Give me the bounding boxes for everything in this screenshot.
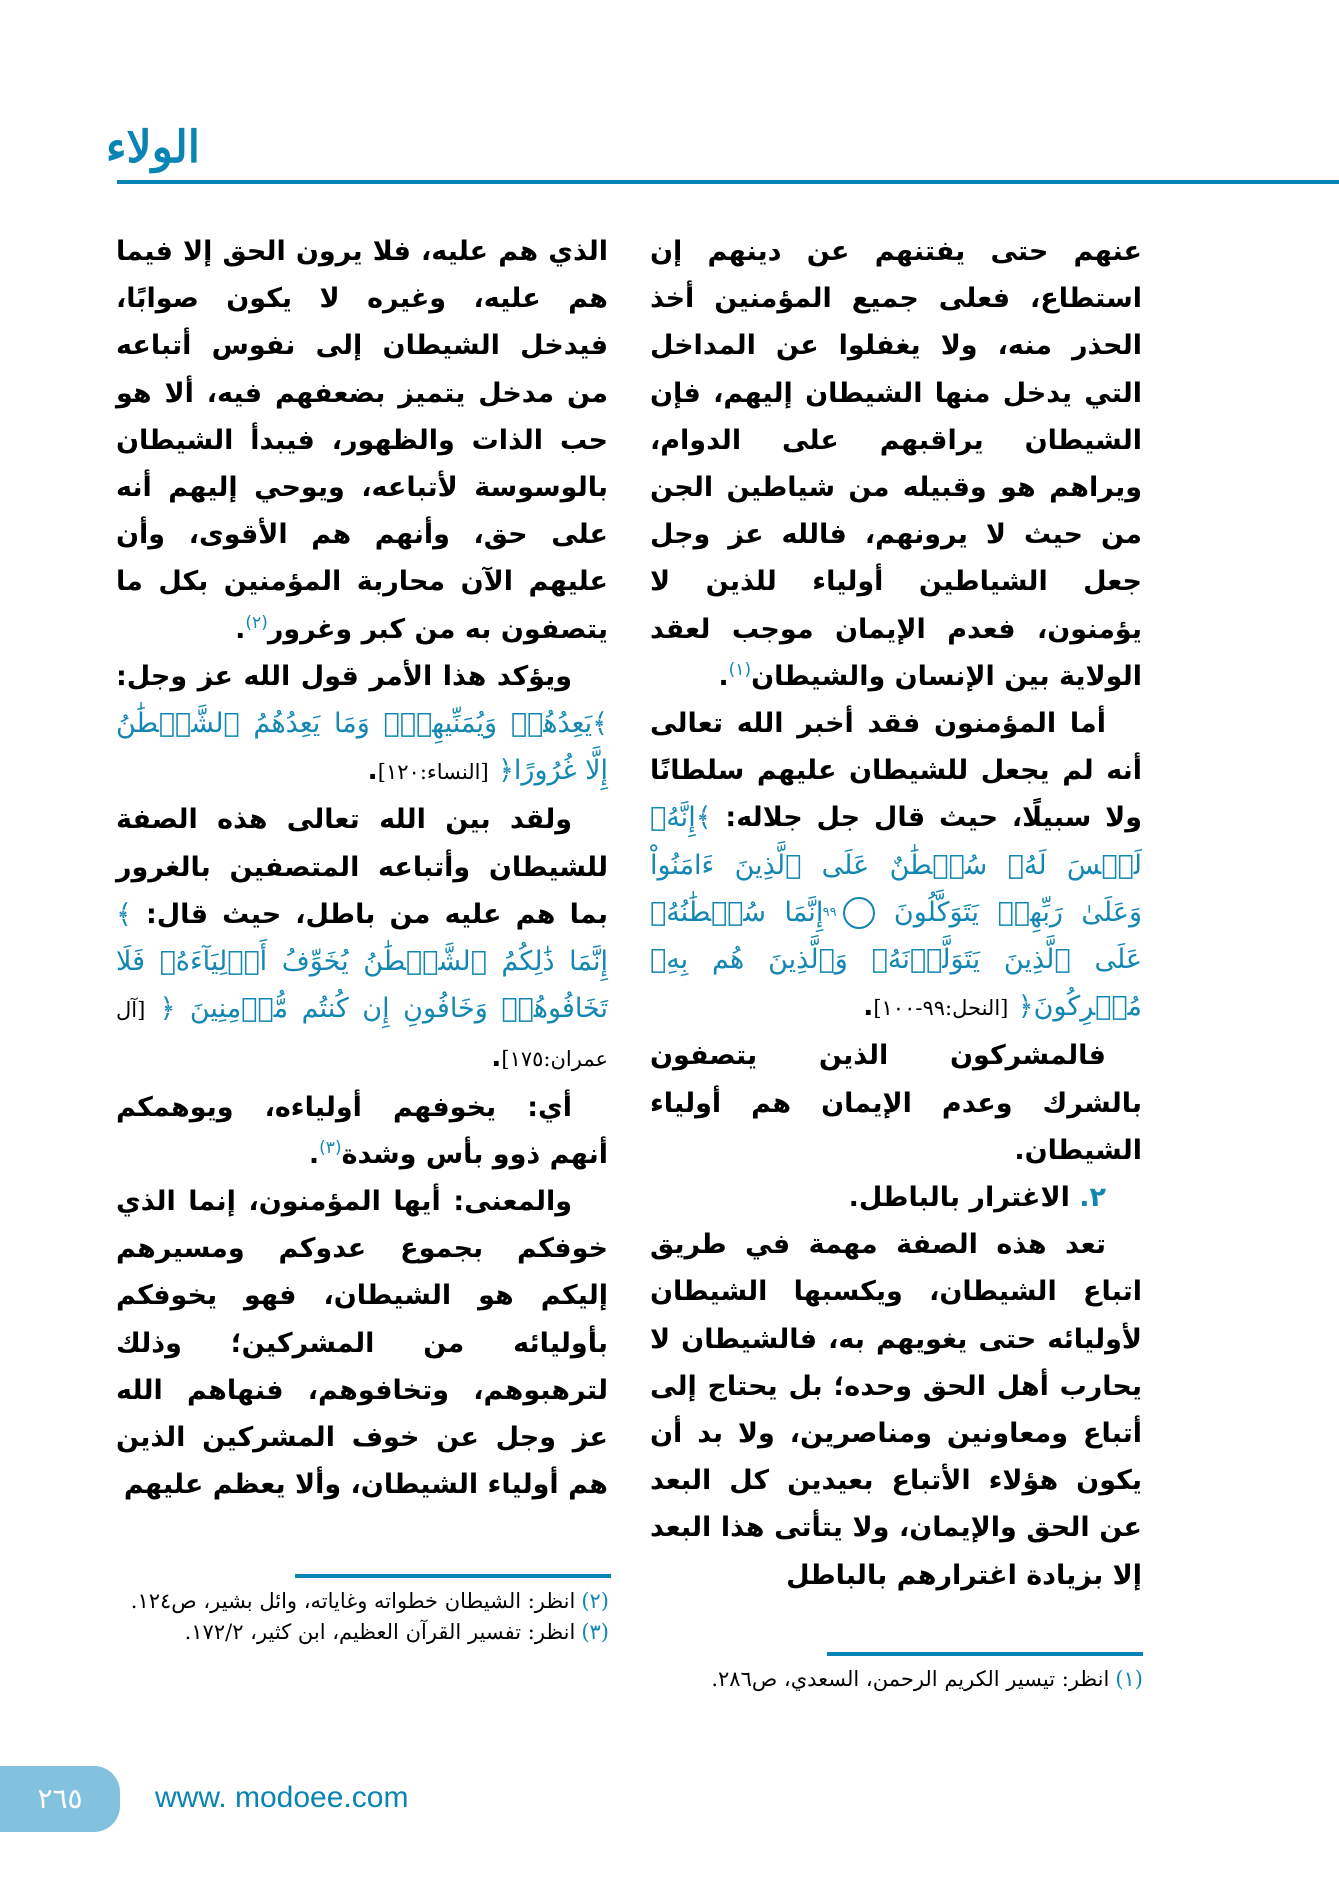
heading-number: ٢.	[1079, 1182, 1106, 1214]
paragraph	[650, 700, 1142, 1032]
footnote	[648, 1666, 1143, 1693]
verse-open-ornament: ﴾	[116, 898, 132, 930]
verse-reference: [آل عمران:١٧٥]	[116, 998, 608, 1072]
quran-verse: إِنَّهُۥ لَيۡسَ لَهُۥ سُلۡطَٰنٌ عَلَى ٱلَّذِينَ ءَامَنُواْ وَعَلَىٰ رَبِّهِمۡ يَتَوَكَّلُونَ	[650, 802, 1142, 928]
heading-text: الاغترار بالباطل.	[848, 1182, 1070, 1214]
left-column	[116, 228, 608, 1508]
header-rule	[117, 180, 1339, 184]
paragraph-text: ولقد بين الله تعالى هذه الصفة للشيطان وأتباعه المتصفين بالغرور بما هم عليه من باطل، حيث قال:	[116, 804, 608, 930]
verse-close-ornament: ﴿	[159, 993, 176, 1025]
footnote	[114, 1619, 609, 1646]
ayah-number-marker: ٩٩	[843, 897, 875, 929]
footnote-divider	[827, 1652, 1143, 1656]
quran-verse: يَعِدُهُمۡ وَيُمَنِّيهِمۡۖ وَمَا يَعِدُهُمُ ٱلشَّيۡطَٰنُ إِلَّا غُرُورًا	[116, 708, 608, 787]
verse-close-ornament: ﴿	[498, 755, 514, 787]
paragraph: تعد هذه الصفة مهمة في طريق اتباع الشيطان، ويكسبها الشيطان لأوليائه حتى يغويهم به، فالشيطان لا يحارب أهل الحق وحده؛ بل يحتاج إلى أتباع ومعاونين ومناصرين، ولا بد أن يكون هؤلاء الأتباع بعيدين كل البعد عن الحق والإيمان، ولا يتأتى هذا البعد إلا بزيادة اغترارهم بالباطل	[650, 1229, 1142, 1591]
punctuation: .	[863, 991, 874, 1023]
footnotes-right	[648, 1666, 1143, 1697]
website-link[interactable]: www. modoee.com	[155, 1781, 409, 1814]
footnotes-left	[114, 1588, 609, 1650]
punctuation: .	[235, 613, 246, 645]
paragraph-text: ويؤكد هذا الأمر قول الله عز وجل:	[116, 660, 572, 692]
paragraph-text: أما المؤمنون فقد أخبر الله تعالى أنه لم يجعل للشيطان عليهم سلطانًا ولا سبيلًا، حيث قال جل جلاله:	[650, 708, 1143, 834]
punctuation: .	[491, 1042, 502, 1074]
punctuation: .	[308, 1138, 320, 1170]
quran-verse: إِنَّمَا سُلۡطَٰنُهُۥ عَلَى ٱلَّذِينَ يَتَوَلَّوۡنَهُۥ وَٱلَّذِينَ هُم بِهِۦ مُشۡرِكُونَ	[650, 896, 1142, 1023]
paragraph	[650, 228, 1142, 700]
verse-close-ornament: ﴿	[1017, 991, 1034, 1023]
quran-verse: إِنَّمَا ذَٰلِكُمُ ٱلشَّيۡطَٰنُ يُخَوِّفُ أَوۡلِيَآءَهُۥ فَلَا تَخَافُوهُمۡ وَخَافُونِ إِن كُنتُم مُّؤۡمِنِينَ	[116, 946, 609, 1025]
punctuation: .	[718, 660, 729, 692]
verse-open-ornament: ﴾	[695, 802, 712, 834]
paragraph	[116, 796, 608, 1083]
footnote-number: (٢)	[581, 1589, 609, 1613]
footnote-ref-3[interactable]: (٣)	[319, 1137, 342, 1158]
footnote-number: (٣)	[581, 1620, 609, 1644]
paragraph	[116, 1084, 608, 1178]
footnote-text: انظر: تفسير القرآن العظيم، ابن كثير، ١٧٢/٢.	[184, 1620, 576, 1644]
verse-open-ornament: ﴾	[592, 708, 608, 740]
paragraph: والمعنى: أيها المؤمنون، إنما الذي خوفكم بجموع عدوكم ومسيرهم إليكم هو الشيطان، فهو يخوفكم بأوليائه من المشركين؛ وذلك لترهبوهم، وتخافوهم، فنهاهم الله عز وجل عن خوف المشركين الذين هم أولياء الشيطان، وألا يعظم عليهم	[116, 1186, 608, 1501]
footnote-text: انظر: الشيطان خطواته وغاياته، وائل بشير، ص١٢٤.	[130, 1589, 576, 1613]
right-column	[650, 228, 1142, 1599]
punctuation: .	[367, 755, 378, 787]
page-number-badge: ٢٦٥	[0, 1766, 120, 1832]
footnote-ref-2[interactable]: (٢)	[245, 612, 268, 633]
paragraph-text: أي: يخوفهم أولياءه، ويوهمكم أنهم ذوو بأس وشدة	[116, 1091, 608, 1170]
paragraph	[116, 228, 608, 653]
footnote	[114, 1588, 609, 1615]
paragraph-text: الذي هم عليه، فلا يرون الحق إلا فيما هم عليه، وغيره لا يكون صوابًا، فيدخل الشيطان إلى نفوس أتباعه من مدخل يتميز بضعفهم فيه، ألا هو حب الذات والظهور، فيبدأ الشيطان بالوسوسة لأتباعه، ويوحي إليهم أنه على حق، وأنهم هم الأقوى، وأن عليهم الآن محاربة المؤمنين بكل ما يتصفون به من كبر وغرور	[116, 236, 608, 645]
footnote-text: انظر: تيسير الكريم الرحمن، السعدي، ص٢٨٦.	[711, 1667, 1110, 1691]
footnote-divider	[295, 1574, 611, 1578]
verse-reference: [النحل:٩٩-١٠٠]	[873, 996, 1009, 1021]
paragraph	[116, 653, 608, 797]
paragraph-text: عنهم حتى يفتنهم عن دينهم إن استطاع، فعلى جميع المؤمنين أخذ الحذر منه، ولا يغفلوا عن المداخل التي يدخل منها الشيطان إليهم، فإن الشيطان يراقبهم على الدوام، ويراهم هو وقبيله من شياطين الجن من حيث لا يرونهم، فالله عز وجل جعل الشياطين أولياء للذين لا يؤمنون، فعدم الإيمان موجب لعقد الولاية بين الإنسان والشيطان	[650, 236, 1142, 692]
chapter-title: الولاء	[105, 122, 200, 173]
section-heading	[650, 1174, 1142, 1221]
footnote-number: (١)	[1115, 1667, 1143, 1691]
footnote-ref-1[interactable]: (١)	[728, 659, 752, 680]
verse-reference: [النساء:١٢٠]	[377, 760, 489, 785]
paragraph: فالمشركون الذين يتصفون بالشرك وعدم الإيمان هم أولياء الشيطان.	[650, 1040, 1142, 1166]
